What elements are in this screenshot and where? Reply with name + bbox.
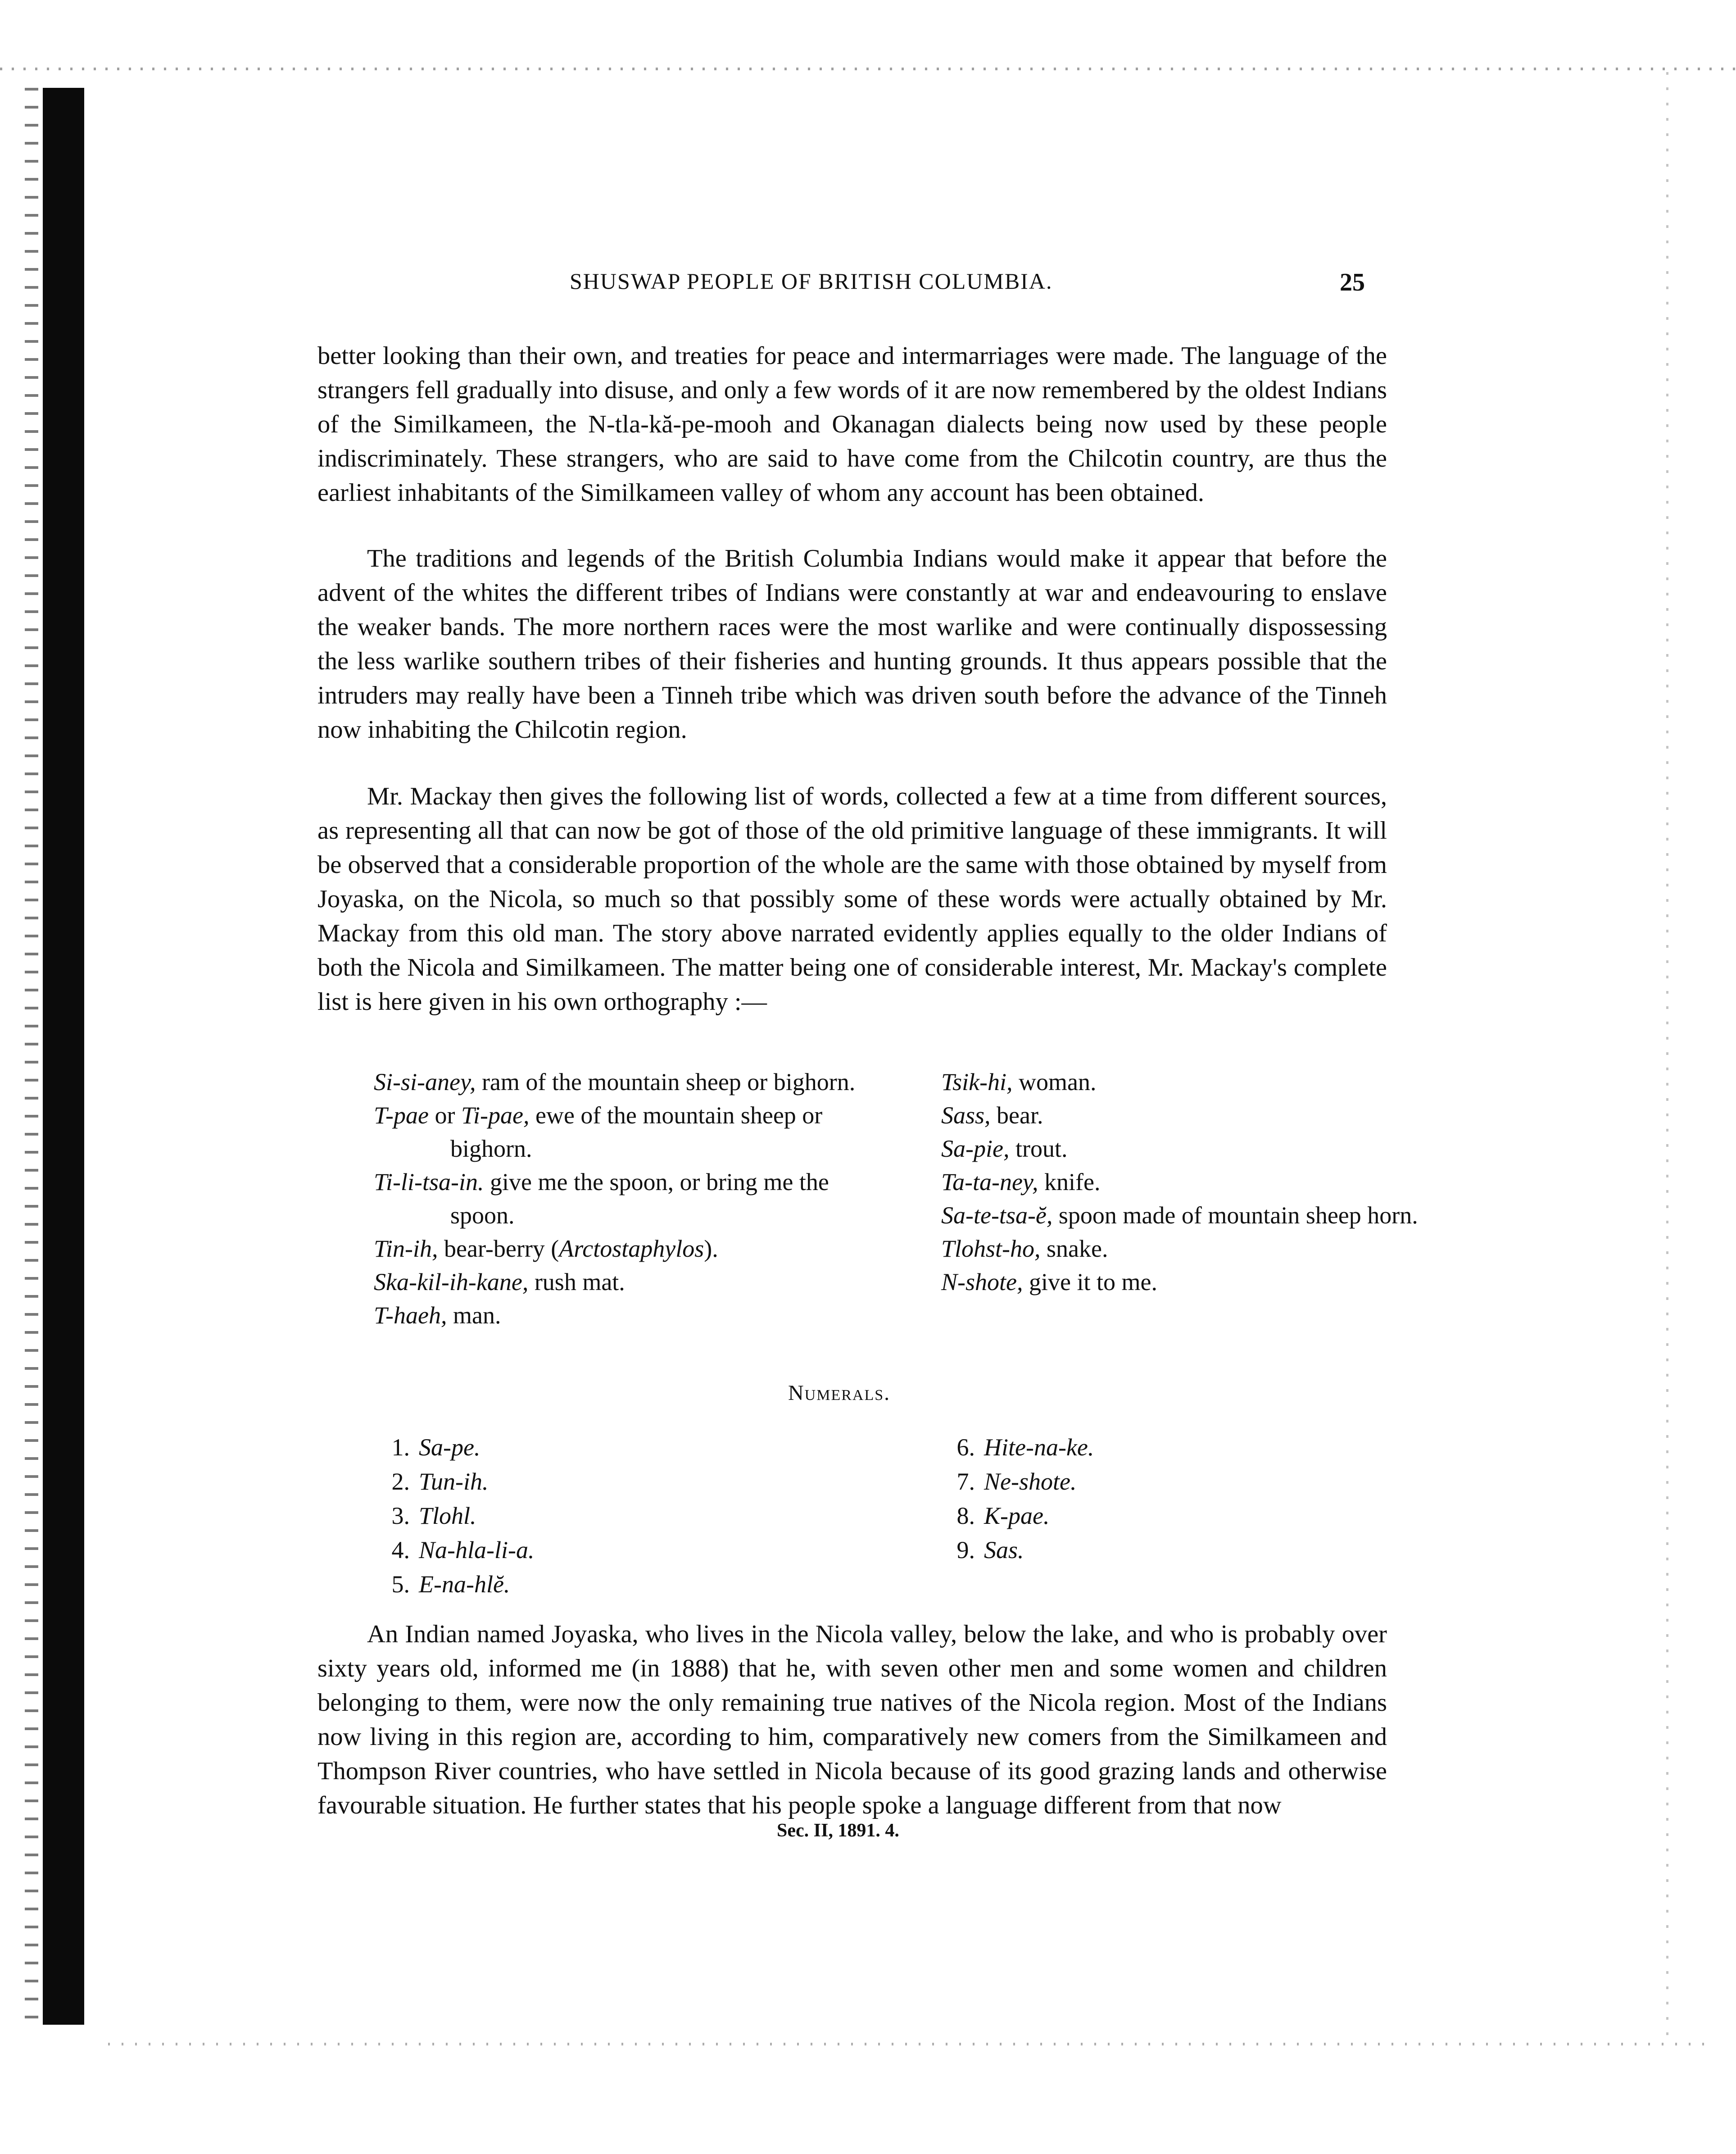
word-gloss: spoon made of mountain sheep horn. bbox=[1052, 1202, 1418, 1229]
word-term: Ti-li-tsa-in. bbox=[374, 1168, 484, 1195]
numeral-number: 6. bbox=[956, 1434, 975, 1461]
word-entry bbox=[374, 1232, 892, 1265]
numeral-row bbox=[378, 1430, 739, 1464]
word-entry bbox=[941, 1199, 1437, 1232]
word-gloss: bear-berry ( bbox=[438, 1235, 559, 1262]
word-entry bbox=[941, 1232, 1437, 1265]
word-entry bbox=[374, 1065, 892, 1099]
word-gloss: ). bbox=[704, 1235, 718, 1262]
word-term: Tsik-hi, bbox=[941, 1068, 1013, 1095]
word-entry bbox=[374, 1299, 892, 1332]
word-gloss: man. bbox=[447, 1302, 501, 1329]
scan-noise-bottom bbox=[108, 2043, 1711, 2045]
word-entry bbox=[374, 1265, 892, 1299]
word-entry bbox=[374, 1099, 892, 1165]
word-entry bbox=[374, 1165, 892, 1232]
numeral-row bbox=[943, 1464, 1304, 1499]
word-term: Tlohst-ho, bbox=[941, 1235, 1041, 1262]
numeral-row bbox=[943, 1430, 1304, 1464]
paragraph-4: An Indian named Joyaska, who lives in the Nicola valley, below the lake, and who is probably over sixty years old, informed me (in 1888) that he, with seven other men and some women and children belonging to them, were now the only remaining true natives of the Nicola region. Most of the Indians now living in this region are, according to him, comparatively new comers from the Similkameen and Thompson River countries, who have settled in Nicola because of its good grazing lands and otherwise favourable situation. He further states that his people spoke a language different from that now bbox=[317, 1620, 1387, 1819]
numeral-word: Tun-ih. bbox=[419, 1468, 489, 1495]
numeral-word: Sas. bbox=[984, 1536, 1024, 1563]
word-gloss: ram of the mountain sheep or bighorn. bbox=[476, 1068, 856, 1095]
word-term: T-haeh, bbox=[374, 1302, 447, 1329]
page-number: 25 bbox=[1340, 268, 1365, 296]
word-term: Arctostaphylos bbox=[559, 1235, 704, 1262]
word-term: Sa-te-tsa-ĕ, bbox=[941, 1202, 1053, 1229]
numeral-word: Hite-na-ke. bbox=[984, 1434, 1094, 1461]
numeral-row bbox=[378, 1499, 739, 1533]
numeral-row bbox=[943, 1533, 1304, 1567]
word-entry bbox=[941, 1099, 1437, 1132]
numerals-heading: Numerals. bbox=[788, 1381, 891, 1405]
numeral-number: 3. bbox=[391, 1502, 410, 1529]
word-gloss: woman. bbox=[1012, 1068, 1097, 1095]
word-list-right bbox=[941, 1065, 1437, 1299]
scan-noise-right bbox=[1666, 72, 1668, 2036]
paragraph-1: better looking than their own, and treaties for peace and intermarriages were made. The language of the strangers fell gradually into disuse, and only a few words of it are now remembered by the oldest Indians of the Similkameen, the N-tla-kă-pe-mooh and Okanagan dialects being now used by these people indiscriminately. These strangers, who are said to have come from the Chilcotin country, are thus the earliest inhabitants of the Similkameen valley of whom any account has been obtained. bbox=[317, 342, 1387, 507]
numeral-number: 4. bbox=[391, 1536, 410, 1563]
word-gloss: give it to me. bbox=[1023, 1268, 1157, 1295]
word-entry bbox=[941, 1132, 1437, 1165]
word-gloss: ewe of the mountain sheep or bighorn. bbox=[450, 1102, 823, 1162]
word-term: Ti-pae, bbox=[461, 1102, 530, 1129]
numeral-number: 8. bbox=[956, 1502, 975, 1529]
word-term: N-shote, bbox=[941, 1268, 1023, 1295]
word-term: T-pae bbox=[374, 1102, 429, 1129]
word-list-left bbox=[374, 1065, 892, 1332]
numeral-row bbox=[943, 1499, 1304, 1533]
binding-shadow bbox=[43, 88, 84, 2025]
word-entry bbox=[941, 1265, 1437, 1299]
numeral-word: Sa-pe. bbox=[419, 1434, 480, 1461]
word-gloss: bear. bbox=[990, 1102, 1043, 1129]
word-term: Ska-kil-ih-kane, bbox=[374, 1268, 529, 1295]
word-entry bbox=[941, 1065, 1437, 1099]
word-term: Si-si-aney, bbox=[374, 1068, 476, 1095]
numeral-row bbox=[378, 1567, 739, 1601]
numeral-word: Na-hla-li-a. bbox=[419, 1536, 535, 1563]
word-gloss: trout. bbox=[1009, 1135, 1068, 1162]
word-term: Sa-pie, bbox=[941, 1135, 1010, 1162]
numeral-number: 2. bbox=[391, 1468, 410, 1495]
word-gloss: rush mat. bbox=[528, 1268, 625, 1295]
numeral-word: E-na-hlĕ. bbox=[419, 1571, 510, 1598]
numeral-row bbox=[378, 1533, 739, 1567]
word-gloss: or bbox=[428, 1102, 461, 1129]
numeral-row bbox=[378, 1464, 739, 1499]
numeral-number: 1. bbox=[391, 1434, 410, 1461]
numerals-right bbox=[943, 1430, 1304, 1567]
numeral-number: 5. bbox=[391, 1571, 410, 1598]
numeral-word: Tlohl. bbox=[419, 1502, 476, 1529]
word-gloss: knife. bbox=[1038, 1168, 1101, 1195]
word-term: Sass, bbox=[941, 1102, 991, 1129]
numeral-word: K-pae. bbox=[984, 1502, 1050, 1529]
word-gloss: give me the spoon, or bring me the spoon. bbox=[450, 1168, 829, 1229]
word-term: Tin-ih, bbox=[374, 1235, 438, 1262]
numerals-left bbox=[378, 1430, 739, 1601]
paragraph-3: Mr. Mackay then gives the following list of words, collected a few at a time from different sources, as representing all that can now be got of those of the old primitive language of these immigrants. It will be observed that a considerable proportion of the whole are the same with those obtained by myself from Joyaska, on the Nicola, so much so that possibly some of these words were actually obtained by Mr. Mackay from this old man. The story above narrated evidently applies equally to the older Indians of both the Nicola and Similkameen. The matter being one of considerable interest, Mr. Mackay's complete list is here given in his own orthography :— bbox=[317, 782, 1387, 1016]
word-term: Ta-ta-ney, bbox=[941, 1168, 1038, 1195]
paragraph-2: The traditions and legends of the British Columbia Indians would make it appear that before the advent of the whites the different tribes of Indians were constantly at war and endeavouring to enslave the weaker bands. The more northern races were the most warlike and were continually dispossessing the less warlike southern tribes of their fisheries and hunting grounds. It thus appears possible that the intruders may really have been a Tinneh tribe which was driven south before the advance of the Tinneh now inhabiting the Chilcotin region. bbox=[317, 545, 1387, 744]
signature-mark: Sec. II, 1891. 4. bbox=[777, 1820, 899, 1841]
word-entry bbox=[941, 1165, 1437, 1199]
word-gloss: snake. bbox=[1040, 1235, 1108, 1262]
scan-noise-top bbox=[0, 68, 1736, 70]
numeral-number: 9. bbox=[956, 1536, 975, 1563]
running-title: SHUSWAP PEOPLE OF BRITISH COLUMBIA. bbox=[570, 268, 1053, 294]
numeral-number: 7. bbox=[956, 1468, 975, 1495]
numeral-word: Ne-shote. bbox=[984, 1468, 1077, 1495]
